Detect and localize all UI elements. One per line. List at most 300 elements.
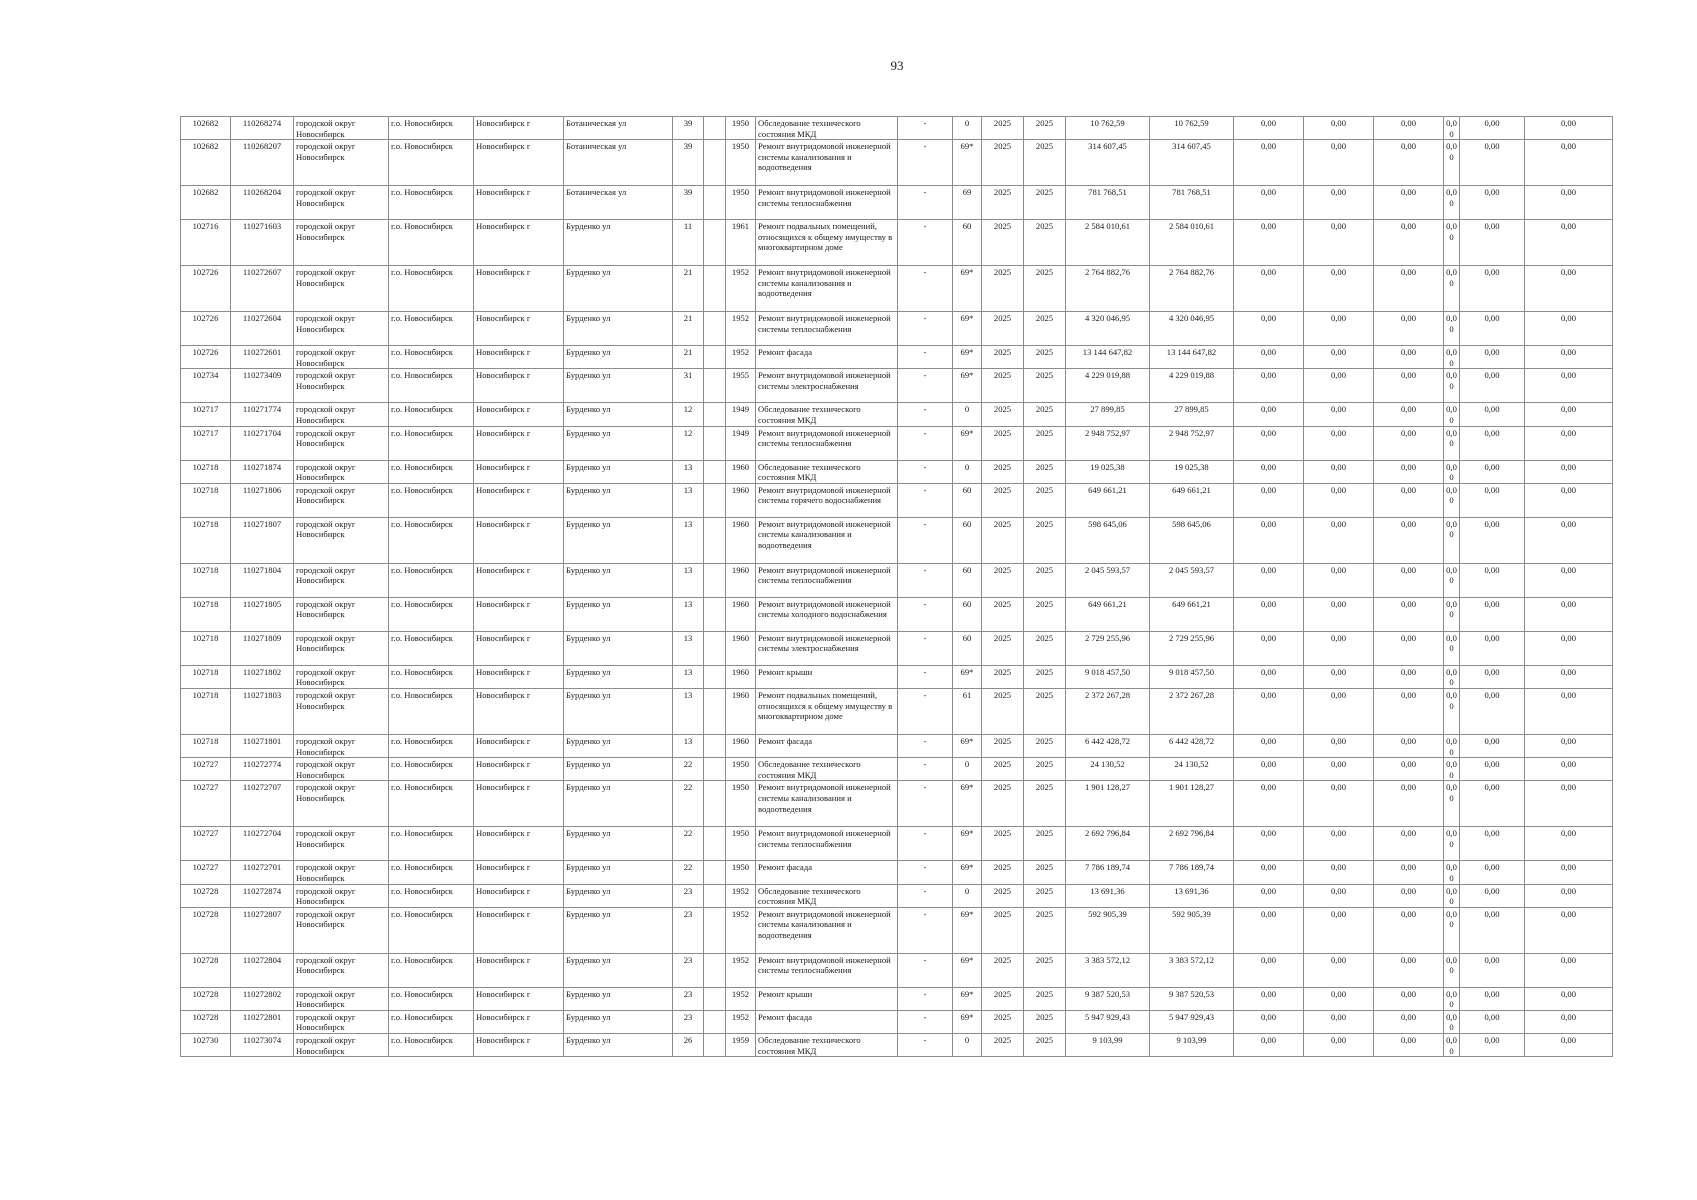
- end-year-cell: 2025: [1024, 403, 1066, 426]
- start-year-cell: 2025: [982, 563, 1024, 597]
- house-id-cell: 102718: [181, 517, 231, 563]
- table-row: [181, 861, 1613, 884]
- work-code-cell: 110271802: [231, 665, 294, 688]
- municipality-cell: городской округ Новосибирск: [294, 140, 389, 186]
- year-built-cell: 1950: [726, 117, 756, 140]
- municipality-cell: городской округ Новосибирск: [294, 220, 389, 266]
- norm-cell: 60: [953, 563, 982, 597]
- house-id-cell: 102718: [181, 460, 231, 483]
- street-cell: Бурденко ул: [564, 907, 673, 953]
- dash-cell: -: [898, 426, 953, 460]
- zero-cell: 0,00: [1444, 117, 1460, 140]
- start-year-cell: 2025: [982, 312, 1024, 346]
- zero-cell: 0,00: [1525, 734, 1613, 757]
- house-number-cell: 39: [673, 117, 704, 140]
- zero-cell: 0,00: [1304, 597, 1374, 631]
- end-year-cell: 2025: [1024, 563, 1066, 597]
- zero-cell: 0,00: [1460, 186, 1525, 220]
- zero-cell: 0,00: [1304, 346, 1374, 369]
- zero-cell: 0,00: [1525, 426, 1613, 460]
- settlement-cell: Новосибирск г: [474, 953, 564, 987]
- fund-cost-cell: 9 387 520,53: [1150, 987, 1234, 1010]
- work-code-cell: 110272807: [231, 907, 294, 953]
- building-cell: [704, 403, 726, 426]
- zero-cell: 0,00: [1234, 781, 1304, 827]
- zero-cell: 0,00: [1234, 688, 1304, 734]
- zero-cell: 0,00: [1444, 517, 1460, 563]
- fund-cost-cell: 2 692 796,84: [1150, 827, 1234, 861]
- table-row: [181, 186, 1613, 220]
- zero-cell: 0,00: [1304, 861, 1374, 884]
- year-built-cell: 1952: [726, 346, 756, 369]
- zero-cell: 0,00: [1444, 688, 1460, 734]
- end-year-cell: 2025: [1024, 460, 1066, 483]
- zero-cell: 0,00: [1525, 403, 1613, 426]
- norm-cell: 61: [953, 688, 982, 734]
- city-district-cell: г.о. Новосибирск: [389, 220, 474, 266]
- zero-cell: 0,00: [1525, 369, 1613, 403]
- work-type-cell: Обследование технического состояния МКД: [756, 403, 898, 426]
- street-cell: Ботаническая ул: [564, 117, 673, 140]
- total-cost-cell: 2 948 752,97: [1066, 426, 1150, 460]
- work-type-cell: Ремонт внутридомовой инженерной системы канализования и водоотведения: [756, 907, 898, 953]
- work-code-cell: 110271801: [231, 734, 294, 757]
- building-cell: [704, 369, 726, 403]
- zero-cell: 0,00: [1234, 1010, 1304, 1033]
- zero-cell: 0,00: [1460, 1010, 1525, 1033]
- house-id-cell: 102734: [181, 369, 231, 403]
- settlement-cell: Новосибирск г: [474, 483, 564, 517]
- zero-cell: 0,00: [1460, 1034, 1525, 1057]
- work-code-cell: 110272701: [231, 861, 294, 884]
- building-cell: [704, 346, 726, 369]
- house-id-cell: 102718: [181, 631, 231, 665]
- city-district-cell: г.о. Новосибирск: [389, 665, 474, 688]
- work-code-cell: 110272601: [231, 346, 294, 369]
- zero-cell: 0,00: [1444, 266, 1460, 312]
- house-id-cell: 102728: [181, 987, 231, 1010]
- zero-cell: 0,00: [1234, 907, 1304, 953]
- fund-cost-cell: 13 691,36: [1150, 884, 1234, 907]
- year-built-cell: 1952: [726, 266, 756, 312]
- end-year-cell: 2025: [1024, 266, 1066, 312]
- zero-cell: 0,00: [1444, 312, 1460, 346]
- zero-cell: 0,00: [1374, 563, 1444, 597]
- zero-cell: 0,00: [1525, 460, 1613, 483]
- street-cell: Бурденко ул: [564, 1034, 673, 1057]
- norm-cell: 69*: [953, 140, 982, 186]
- house-id-cell: 102728: [181, 884, 231, 907]
- city-district-cell: г.о. Новосибирск: [389, 688, 474, 734]
- start-year-cell: 2025: [982, 1034, 1024, 1057]
- zero-cell: 0,00: [1525, 758, 1613, 781]
- zero-cell: 0,00: [1374, 140, 1444, 186]
- street-cell: Бурденко ул: [564, 884, 673, 907]
- year-built-cell: 1959: [726, 1034, 756, 1057]
- zero-cell: 0,00: [1374, 403, 1444, 426]
- norm-cell: 60: [953, 517, 982, 563]
- city-district-cell: г.о. Новосибирск: [389, 631, 474, 665]
- year-built-cell: 1952: [726, 907, 756, 953]
- building-cell: [704, 186, 726, 220]
- table-row: [181, 953, 1613, 987]
- zero-cell: 0,00: [1304, 403, 1374, 426]
- fund-cost-cell: 1 901 128,27: [1150, 781, 1234, 827]
- zero-cell: 0,00: [1444, 140, 1460, 186]
- start-year-cell: 2025: [982, 688, 1024, 734]
- settlement-cell: Новосибирск г: [474, 987, 564, 1010]
- house-number-cell: 26: [673, 1034, 704, 1057]
- year-built-cell: 1960: [726, 460, 756, 483]
- zero-cell: 0,00: [1525, 884, 1613, 907]
- start-year-cell: 2025: [982, 631, 1024, 665]
- settlement-cell: Новосибирск г: [474, 117, 564, 140]
- building-cell: [704, 117, 726, 140]
- zero-cell: 0,00: [1234, 483, 1304, 517]
- total-cost-cell: 4 320 046,95: [1066, 312, 1150, 346]
- work-type-cell: Обследование технического состояния МКД: [756, 758, 898, 781]
- zero-cell: 0,00: [1460, 483, 1525, 517]
- end-year-cell: 2025: [1024, 665, 1066, 688]
- zero-cell: 0,00: [1304, 460, 1374, 483]
- table-row: [181, 369, 1613, 403]
- city-district-cell: г.о. Новосибирск: [389, 563, 474, 597]
- fund-cost-cell: 24 130,52: [1150, 758, 1234, 781]
- dash-cell: -: [898, 907, 953, 953]
- zero-cell: 0,00: [1444, 631, 1460, 665]
- dash-cell: -: [898, 117, 953, 140]
- year-built-cell: 1960: [726, 483, 756, 517]
- zero-cell: 0,00: [1444, 781, 1460, 827]
- zero-cell: 0,00: [1304, 1034, 1374, 1057]
- street-cell: Бурденко ул: [564, 987, 673, 1010]
- city-district-cell: г.о. Новосибирск: [389, 987, 474, 1010]
- start-year-cell: 2025: [982, 369, 1024, 403]
- start-year-cell: 2025: [982, 781, 1024, 827]
- year-built-cell: 1952: [726, 884, 756, 907]
- zero-cell: 0,00: [1234, 312, 1304, 346]
- city-district-cell: г.о. Новосибирск: [389, 426, 474, 460]
- table-row: [181, 631, 1613, 665]
- fund-cost-cell: 9 018 457,50: [1150, 665, 1234, 688]
- city-district-cell: г.о. Новосибирск: [389, 312, 474, 346]
- street-cell: Бурденко ул: [564, 460, 673, 483]
- city-district-cell: г.о. Новосибирск: [389, 781, 474, 827]
- house-number-cell: 21: [673, 266, 704, 312]
- work-type-cell: Ремонт внутридомовой инженерной системы горячего водоснабжения: [756, 483, 898, 517]
- start-year-cell: 2025: [982, 517, 1024, 563]
- total-cost-cell: 2 692 796,84: [1066, 827, 1150, 861]
- settlement-cell: Новосибирск г: [474, 781, 564, 827]
- zero-cell: 0,00: [1444, 907, 1460, 953]
- norm-cell: 0: [953, 884, 982, 907]
- house-number-cell: 13: [673, 631, 704, 665]
- work-type-cell: Ремонт фасада: [756, 1010, 898, 1033]
- work-code-cell: 110272804: [231, 953, 294, 987]
- settlement-cell: Новосибирск г: [474, 1010, 564, 1033]
- start-year-cell: 2025: [982, 861, 1024, 884]
- zero-cell: 0,00: [1444, 1034, 1460, 1057]
- house-id-cell: 102727: [181, 861, 231, 884]
- dash-cell: -: [898, 781, 953, 827]
- total-cost-cell: 2 584 010,61: [1066, 220, 1150, 266]
- work-type-cell: Ремонт фасада: [756, 861, 898, 884]
- norm-cell: 69*: [953, 369, 982, 403]
- work-type-cell: Ремонт внутридомовой инженерной системы электроснабжения: [756, 369, 898, 403]
- total-cost-cell: 6 442 428,72: [1066, 734, 1150, 757]
- norm-cell: 69*: [953, 907, 982, 953]
- zero-cell: 0,00: [1444, 987, 1460, 1010]
- municipality-cell: городской округ Новосибирск: [294, 1034, 389, 1057]
- zero-cell: 0,00: [1304, 781, 1374, 827]
- norm-cell: 69*: [953, 827, 982, 861]
- dash-cell: -: [898, 1034, 953, 1057]
- fund-cost-cell: 314 607,45: [1150, 140, 1234, 186]
- street-cell: Бурденко ул: [564, 403, 673, 426]
- total-cost-cell: 2 045 593,57: [1066, 563, 1150, 597]
- municipality-cell: городской округ Новосибирск: [294, 861, 389, 884]
- zero-cell: 0,00: [1304, 827, 1374, 861]
- zero-cell: 0,00: [1234, 758, 1304, 781]
- zero-cell: 0,00: [1444, 483, 1460, 517]
- building-cell: [704, 734, 726, 757]
- house-number-cell: 11: [673, 220, 704, 266]
- zero-cell: 0,00: [1444, 403, 1460, 426]
- street-cell: Бурденко ул: [564, 734, 673, 757]
- settlement-cell: Новосибирск г: [474, 140, 564, 186]
- zero-cell: 0,00: [1374, 117, 1444, 140]
- house-number-cell: 13: [673, 665, 704, 688]
- dash-cell: -: [898, 953, 953, 987]
- fund-cost-cell: 2 948 752,97: [1150, 426, 1234, 460]
- end-year-cell: 2025: [1024, 953, 1066, 987]
- zero-cell: 0,00: [1460, 140, 1525, 186]
- dash-cell: -: [898, 861, 953, 884]
- zero-cell: 0,00: [1374, 1010, 1444, 1033]
- zero-cell: 0,00: [1304, 312, 1374, 346]
- zero-cell: 0,00: [1374, 517, 1444, 563]
- start-year-cell: 2025: [982, 1010, 1024, 1033]
- end-year-cell: 2025: [1024, 186, 1066, 220]
- zero-cell: 0,00: [1304, 1010, 1374, 1033]
- city-district-cell: г.о. Новосибирск: [389, 403, 474, 426]
- house-number-cell: 13: [673, 597, 704, 631]
- zero-cell: 0,00: [1304, 734, 1374, 757]
- municipality-cell: городской округ Новосибирск: [294, 403, 389, 426]
- zero-cell: 0,00: [1374, 734, 1444, 757]
- street-cell: Бурденко ул: [564, 1010, 673, 1033]
- zero-cell: 0,00: [1374, 688, 1444, 734]
- city-district-cell: г.о. Новосибирск: [389, 117, 474, 140]
- building-cell: [704, 426, 726, 460]
- dash-cell: -: [898, 827, 953, 861]
- fund-cost-cell: 6 442 428,72: [1150, 734, 1234, 757]
- end-year-cell: 2025: [1024, 758, 1066, 781]
- settlement-cell: Новосибирск г: [474, 631, 564, 665]
- table-body: [181, 117, 1613, 1057]
- year-built-cell: 1950: [726, 140, 756, 186]
- zero-cell: 0,00: [1460, 312, 1525, 346]
- zero-cell: 0,00: [1234, 346, 1304, 369]
- zero-cell: 0,00: [1444, 186, 1460, 220]
- zero-cell: 0,00: [1525, 827, 1613, 861]
- year-built-cell: 1949: [726, 426, 756, 460]
- house-number-cell: 12: [673, 426, 704, 460]
- street-cell: Бурденко ул: [564, 665, 673, 688]
- zero-cell: 0,00: [1525, 907, 1613, 953]
- zero-cell: 0,00: [1444, 597, 1460, 631]
- settlement-cell: Новосибирск г: [474, 563, 564, 597]
- dash-cell: -: [898, 140, 953, 186]
- building-cell: [704, 483, 726, 517]
- street-cell: Бурденко ул: [564, 483, 673, 517]
- end-year-cell: 2025: [1024, 987, 1066, 1010]
- building-cell: [704, 597, 726, 631]
- work-type-cell: Ремонт внутридомовой инженерной системы теплоснабжения: [756, 186, 898, 220]
- house-id-cell: 102718: [181, 597, 231, 631]
- end-year-cell: 2025: [1024, 781, 1066, 827]
- municipality-cell: городской округ Новосибирск: [294, 758, 389, 781]
- zero-cell: 0,00: [1525, 987, 1613, 1010]
- zero-cell: 0,00: [1234, 1034, 1304, 1057]
- municipality-cell: городской округ Новосибирск: [294, 734, 389, 757]
- norm-cell: 60: [953, 220, 982, 266]
- table-row: [181, 1034, 1613, 1057]
- start-year-cell: 2025: [982, 597, 1024, 631]
- settlement-cell: Новосибирск г: [474, 460, 564, 483]
- zero-cell: 0,00: [1304, 369, 1374, 403]
- zero-cell: 0,00: [1374, 186, 1444, 220]
- zero-cell: 0,00: [1304, 884, 1374, 907]
- building-cell: [704, 140, 726, 186]
- building-cell: [704, 517, 726, 563]
- year-built-cell: 1952: [726, 1010, 756, 1033]
- start-year-cell: 2025: [982, 186, 1024, 220]
- norm-cell: 69*: [953, 346, 982, 369]
- end-year-cell: 2025: [1024, 1010, 1066, 1033]
- zero-cell: 0,00: [1525, 346, 1613, 369]
- settlement-cell: Новосибирск г: [474, 266, 564, 312]
- year-built-cell: 1960: [726, 688, 756, 734]
- street-cell: Бурденко ул: [564, 597, 673, 631]
- house-number-cell: 13: [673, 460, 704, 483]
- year-built-cell: 1952: [726, 312, 756, 346]
- house-id-cell: 102717: [181, 403, 231, 426]
- zero-cell: 0,00: [1374, 884, 1444, 907]
- municipality-cell: городской округ Новосибирск: [294, 665, 389, 688]
- work-code-cell: 110271603: [231, 220, 294, 266]
- start-year-cell: 2025: [982, 140, 1024, 186]
- zero-cell: 0,00: [1460, 953, 1525, 987]
- street-cell: Бурденко ул: [564, 266, 673, 312]
- building-cell: [704, 460, 726, 483]
- municipality-cell: городской округ Новосибирск: [294, 426, 389, 460]
- work-code-cell: 110272607: [231, 266, 294, 312]
- street-cell: Бурденко ул: [564, 220, 673, 266]
- fund-cost-cell: 3 383 572,12: [1150, 953, 1234, 987]
- city-district-cell: г.о. Новосибирск: [389, 369, 474, 403]
- table-row: [181, 460, 1613, 483]
- fund-cost-cell: 7 786 189,74: [1150, 861, 1234, 884]
- zero-cell: 0,00: [1374, 758, 1444, 781]
- zero-cell: 0,00: [1234, 884, 1304, 907]
- zero-cell: 0,00: [1234, 827, 1304, 861]
- norm-cell: 69*: [953, 734, 982, 757]
- work-type-cell: Ремонт фасада: [756, 734, 898, 757]
- end-year-cell: 2025: [1024, 140, 1066, 186]
- end-year-cell: 2025: [1024, 907, 1066, 953]
- city-district-cell: г.о. Новосибирск: [389, 1010, 474, 1033]
- zero-cell: 0,00: [1374, 631, 1444, 665]
- work-code-cell: 110271804: [231, 563, 294, 597]
- zero-cell: 0,00: [1525, 1010, 1613, 1033]
- zero-cell: 0,00: [1525, 781, 1613, 827]
- work-type-cell: Ремонт внутридомовой инженерной системы теплоснабжения: [756, 312, 898, 346]
- work-code-cell: 110272707: [231, 781, 294, 827]
- norm-cell: 69*: [953, 987, 982, 1010]
- building-cell: [704, 907, 726, 953]
- zero-cell: 0,00: [1304, 220, 1374, 266]
- table-row: [181, 597, 1613, 631]
- fund-cost-cell: 19 025,38: [1150, 460, 1234, 483]
- zero-cell: 0,00: [1460, 884, 1525, 907]
- total-cost-cell: 27 899,85: [1066, 403, 1150, 426]
- zero-cell: 0,00: [1460, 688, 1525, 734]
- start-year-cell: 2025: [982, 346, 1024, 369]
- zero-cell: 0,00: [1234, 597, 1304, 631]
- total-cost-cell: 1 901 128,27: [1066, 781, 1150, 827]
- total-cost-cell: 13 144 647,82: [1066, 346, 1150, 369]
- dash-cell: -: [898, 483, 953, 517]
- city-district-cell: г.о. Новосибирск: [389, 953, 474, 987]
- work-code-cell: 110272704: [231, 827, 294, 861]
- house-id-cell: 102726: [181, 312, 231, 346]
- work-code-cell: 110271809: [231, 631, 294, 665]
- city-district-cell: г.о. Новосибирск: [389, 827, 474, 861]
- total-cost-cell: 13 691,36: [1066, 884, 1150, 907]
- norm-cell: 0: [953, 460, 982, 483]
- house-number-cell: 22: [673, 758, 704, 781]
- norm-cell: 0: [953, 403, 982, 426]
- fund-cost-cell: 598 645,06: [1150, 517, 1234, 563]
- norm-cell: 69*: [953, 266, 982, 312]
- table-row: [181, 781, 1613, 827]
- settlement-cell: Новосибирск г: [474, 220, 564, 266]
- norm-cell: 69*: [953, 861, 982, 884]
- end-year-cell: 2025: [1024, 827, 1066, 861]
- start-year-cell: 2025: [982, 734, 1024, 757]
- end-year-cell: 2025: [1024, 483, 1066, 517]
- zero-cell: 0,00: [1304, 987, 1374, 1010]
- work-type-cell: Ремонт подвальных помещений, относящихся к общему имуществу в многоквартирном доме: [756, 220, 898, 266]
- fund-cost-cell: 2 045 593,57: [1150, 563, 1234, 597]
- work-type-cell: Ремонт внутридомовой инженерной системы теплоснабжения: [756, 827, 898, 861]
- house-number-cell: 31: [673, 369, 704, 403]
- city-district-cell: г.о. Новосибирск: [389, 483, 474, 517]
- year-built-cell: 1960: [726, 517, 756, 563]
- start-year-cell: 2025: [982, 665, 1024, 688]
- zero-cell: 0,00: [1234, 953, 1304, 987]
- municipality-cell: городской округ Новосибирск: [294, 266, 389, 312]
- zero-cell: 0,00: [1304, 907, 1374, 953]
- table-row: [181, 665, 1613, 688]
- municipality-cell: городской округ Новосибирск: [294, 460, 389, 483]
- municipality-cell: городской округ Новосибирск: [294, 563, 389, 597]
- zero-cell: 0,00: [1234, 426, 1304, 460]
- norm-cell: 69*: [953, 312, 982, 346]
- total-cost-cell: 3 383 572,12: [1066, 953, 1150, 987]
- settlement-cell: Новосибирск г: [474, 758, 564, 781]
